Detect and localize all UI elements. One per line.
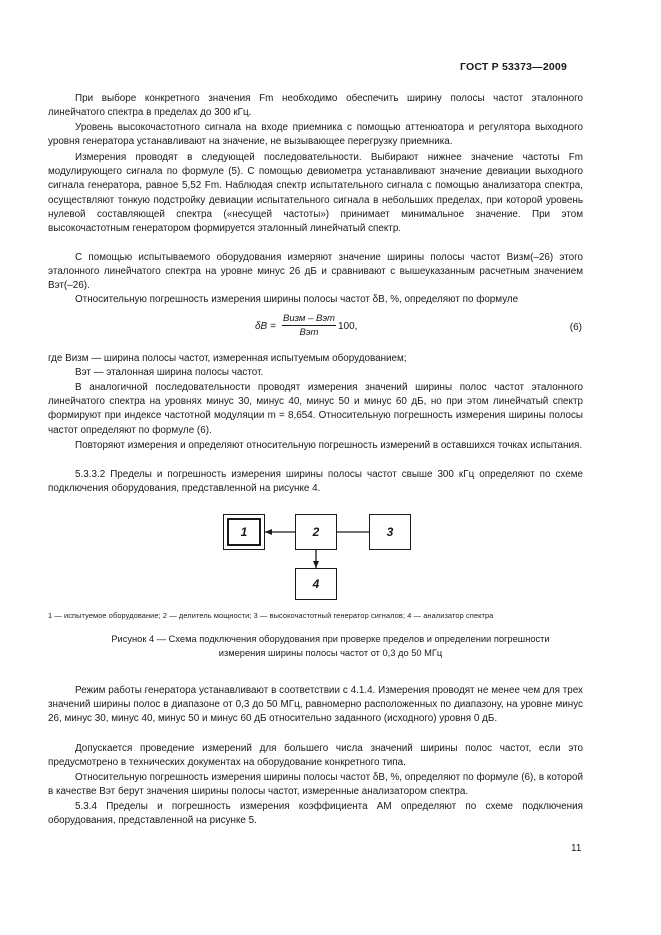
connection-diagram: [220, 507, 450, 607]
paragraph: Допускается проведение измерений для большего числа значений ширины полос частот, если это предусмотрено в технических документах на оборудование конкретного типа.: [48, 743, 583, 769]
formula-6: [255, 313, 590, 343]
paragraph: где Bизм — ширина полосы частот, измеренная испытуемым оборудованием;: [48, 353, 407, 364]
paragraph: Относительную погрешность измерения ширины полосы частот δB, %, определяют по формуле (6), в которой в качестве Bэт берут значения ширины полосы частот, измеренные анализатором спектра.: [48, 772, 583, 798]
paragraph: В аналогичной последовательности проводят измерения значений ширины полос частот эталонного линейчатого спектра на уровнях минус 30, минус 40, минус 50 и минус 60 дБ, но при этом линейчатый спектр формируют при индексе частотной модуляции m = 8,654. Относительную погрешность измерения ширины полосы частот определяют по формуле (6).: [48, 382, 583, 436]
paragraph: Измерения проводят в следующей последовательности. Выбирают нижнее значение частоты Fm модулирующего сигнала по формуле (5). С помощью девиометра устанавливают значение девиации выходного сигнала генератора, равное 5,52 Fm. Наблюдая спектр испытательного сигнала с помощью анализатора спектра, осуществляют тонкую подстройку девиации испытательного сигнала в небольших пределах, при которой уровень нулевой составляющей спектра («несущей частоты») принимает минимальное значение. При этом высокочастотным генератором формируется эталонный линейчатый спектр.: [48, 152, 583, 235]
paragraph: Повторяют измерения и определяют относительную погрешность измерений в оставшихся точках испытания.: [75, 440, 583, 451]
figure-legend: 1 — испытуемое оборудование; 2 — делитель мощности; 3 — высокочастотный генератор сигналов; 4 — анализатор спектра: [48, 611, 494, 620]
box-power-divider: 2: [295, 514, 337, 550]
formula-denominator: Bэт: [299, 327, 319, 338]
arrowhead-to-1: [265, 529, 272, 535]
arrowhead-to-4: [313, 561, 319, 568]
box-1-inner: 1: [227, 518, 261, 546]
paragraph: Уровень высокочастотного сигнала на входе приемника с помощью аттенюатора и регулятора выходного уровня генератора устанавливают на значение, не вызывающее перегрузку приемника.: [48, 122, 583, 148]
paragraph: Относительную погрешность измерения ширины полосы частот δB, %, определяют по формуле: [75, 294, 519, 305]
paragraph: Режим работы генератора устанавливают в соответствии с 4.1.4. Измерения проводят не менее чем для трех значений ширины полос в диапазоне от 0,3 до 50 МГц, равномерно расположенных по диапазону, на уровне минус 26, минус 30, минус 40, минус 50 и минус 60 дБ относительно заданного (исходного) уровня 0 дБ.: [48, 685, 583, 725]
paragraph: Bэт — эталонная ширина полосы частот.: [75, 367, 264, 378]
formula-fraction: [282, 313, 336, 338]
paragraph: 5.3.4 Пределы и погрешность измерения коэффициента АМ определяют по схеме подключения оборудования, представленной на рисунке 5.: [48, 801, 583, 827]
diagram-connectors: [220, 507, 450, 607]
formula-numerator: Bизм – Bэт: [283, 313, 335, 324]
paragraph: С помощью испытываемого оборудования измеряют значение ширины полосы частот Bизм(–26) этого эталонного линейчатого спектра на уровне минус 26 дБ и сравнивают с вышеуказанным расчетным значением Bэт(–26).: [48, 252, 583, 292]
box-signal-generator: 3: [369, 514, 411, 550]
formula-multiplier: 100,: [338, 321, 358, 332]
paragraph: При выборе конкретного значения Fm необходимо обеспечить ширину полосы частот эталонного линейчатого спектра в пределах до 300 кГц.: [48, 93, 583, 119]
figure-caption: [48, 633, 613, 660]
page-number: 11: [571, 843, 582, 854]
figure-caption-line-1: Рисунок 4 — Схема подключения оборудования при проверке пределов и определении погрешности: [111, 634, 550, 644]
formula-lhs: δB =: [255, 321, 276, 332]
document-code: ГОСТ Р 53373—2009: [460, 61, 568, 73]
box-spectrum-analyzer: 4: [295, 568, 337, 600]
figure-caption-line-2: измерения ширины полосы частот от 0,3 до 50 МГц: [218, 647, 443, 658]
paragraph: 5.3.3.2 Пределы и погрешность измерения ширины полосы частот свыше 300 кГц определяют по схеме подключения оборудования, представленной на рисунке 4.: [48, 469, 583, 495]
formula-number: (6): [569, 322, 582, 333]
